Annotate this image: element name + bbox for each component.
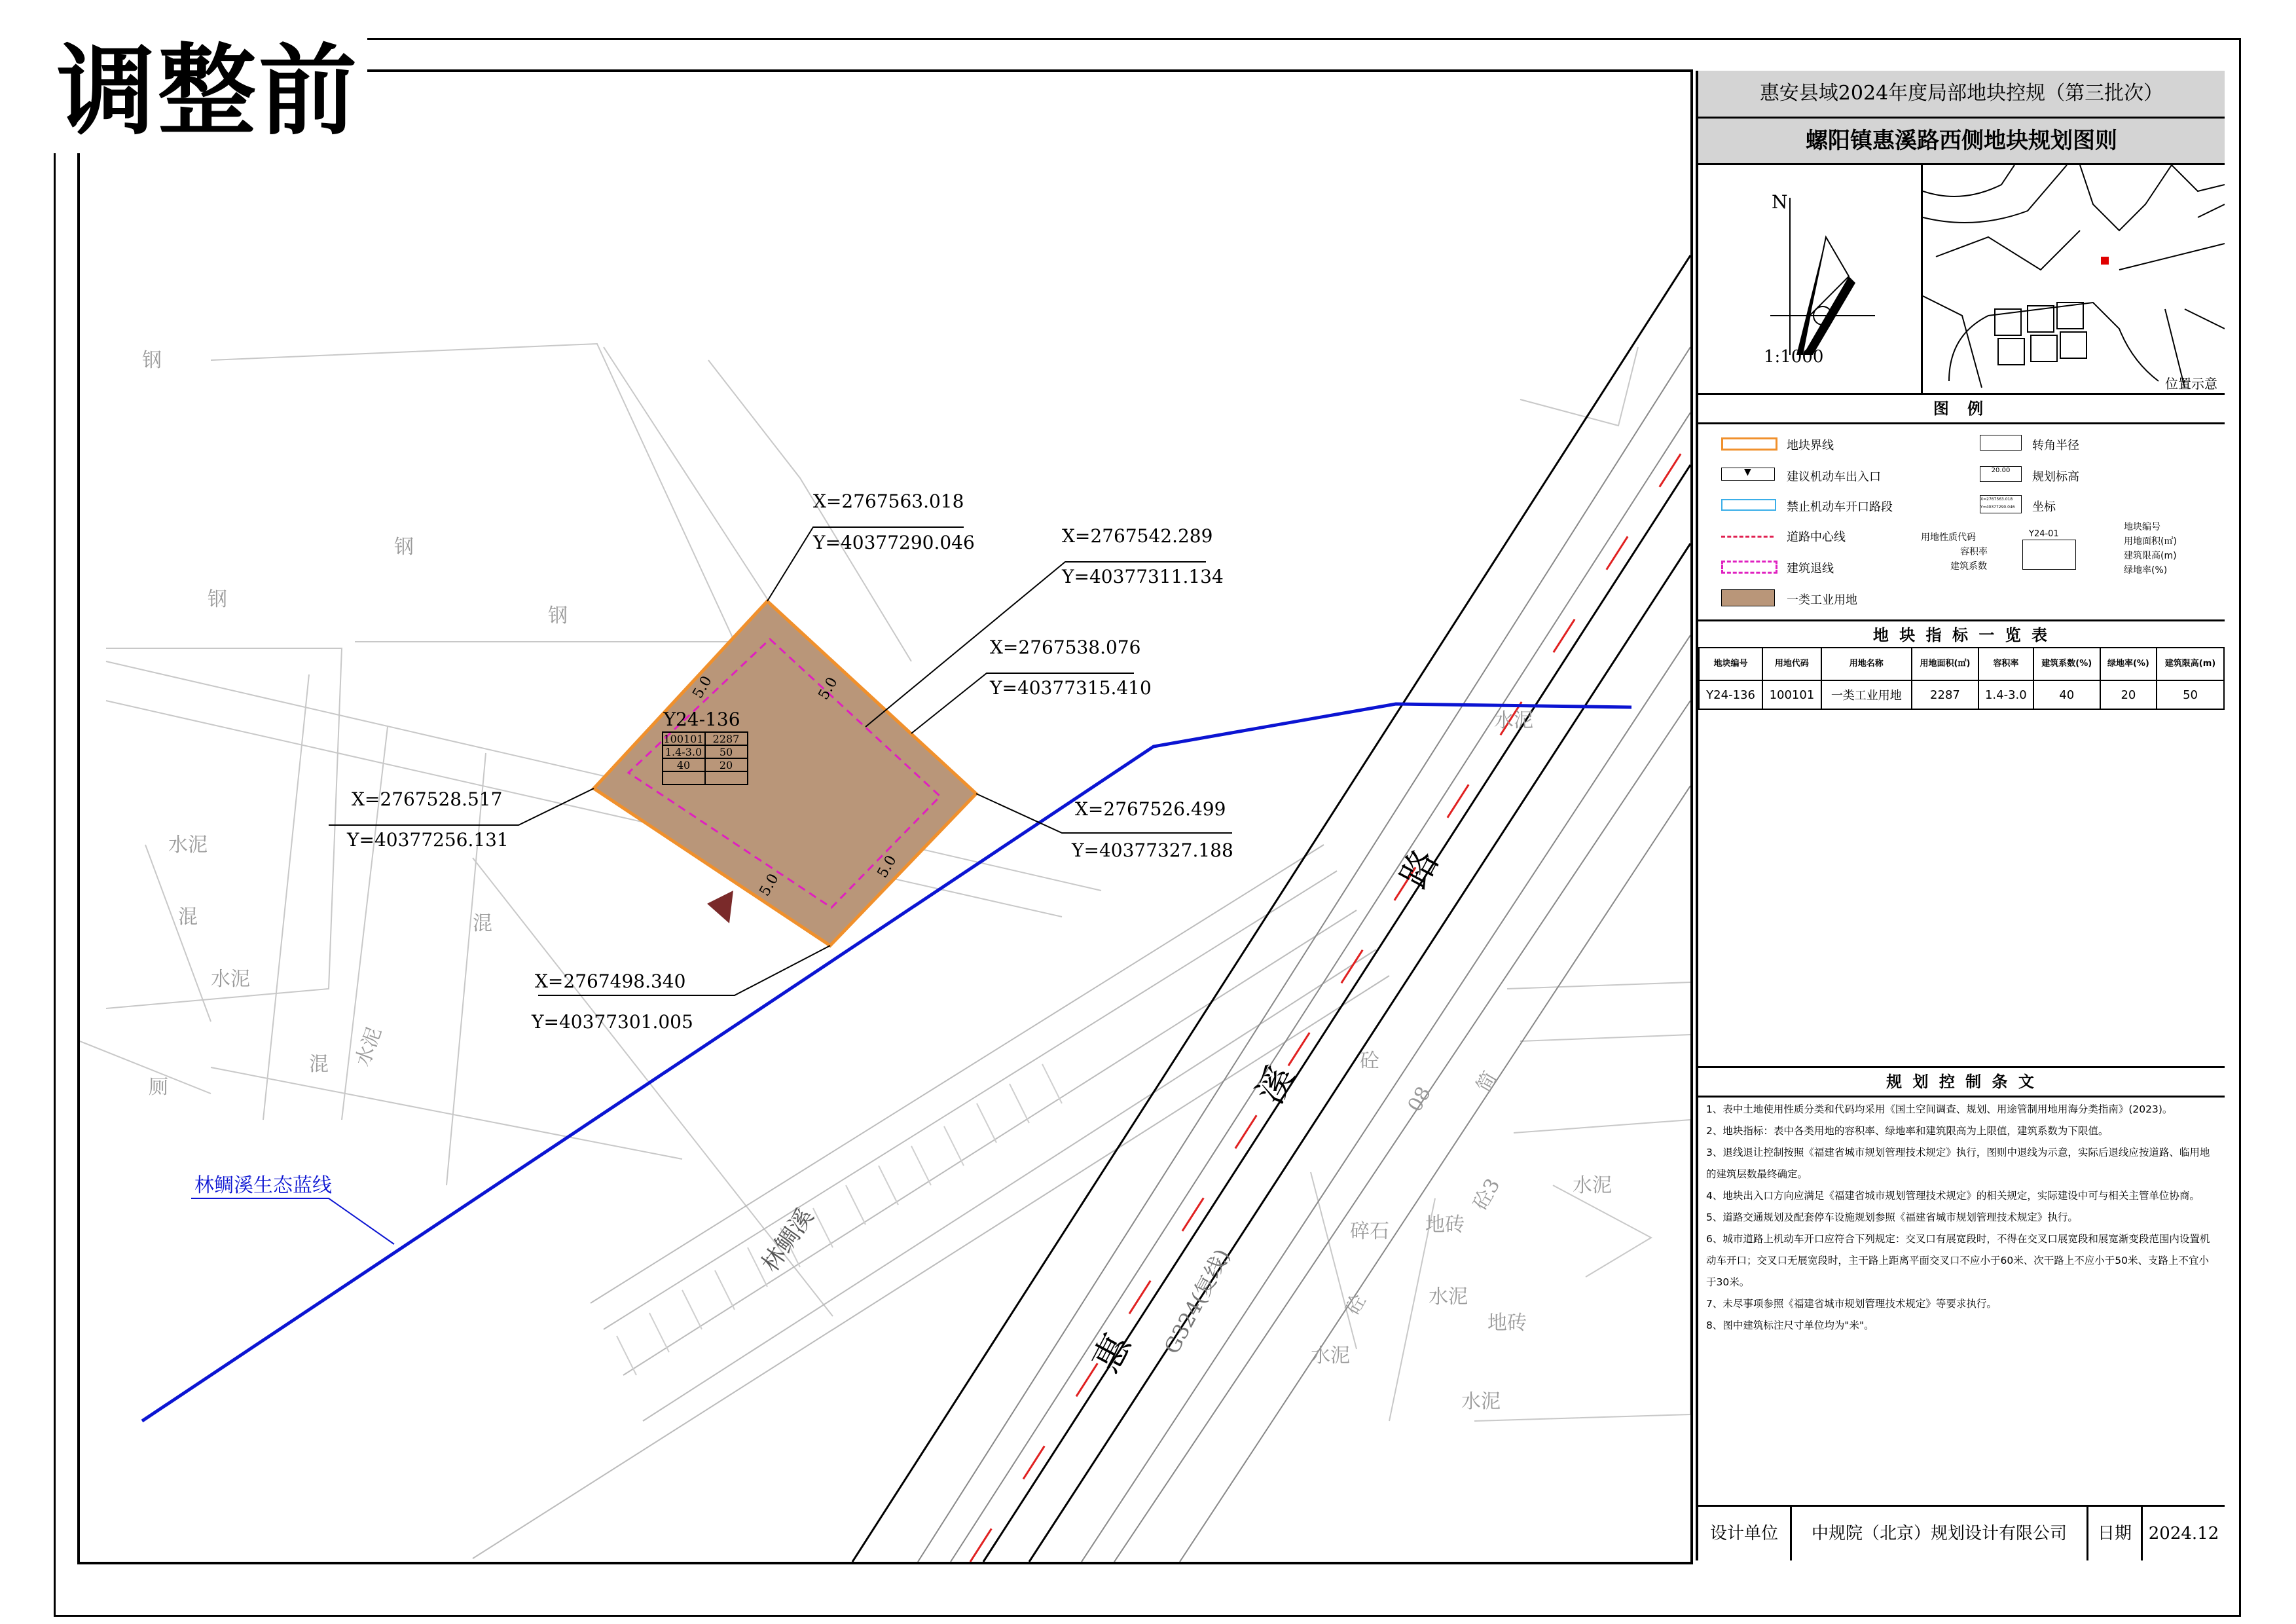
table-cell: 2287 — [1912, 680, 1978, 709]
setback-dim-4: 5.0 — [874, 853, 900, 881]
panel-header-project: 惠安县域2024年度局部地块控规（第三批次） — [1698, 71, 2225, 119]
coord-2-x: X=2767542.289 — [1062, 525, 1213, 547]
legend-label-entrance: 建议机动车出入口 — [1787, 470, 1881, 484]
index-table — [1698, 647, 2225, 710]
setback-dim-3: 5.0 — [756, 871, 782, 899]
legend-coord-y: Y=40377290.046 — [1980, 505, 2015, 509]
legend-label-corner: 转角半径 — [2032, 439, 2079, 452]
terrain-label: 钢 — [208, 588, 227, 611]
legend-swatch-setback — [1721, 561, 1777, 574]
terrain-label: 水泥 — [1429, 1285, 1468, 1308]
rule-item: 8、图中建筑标注尺寸单位均为"米"。 — [1706, 1320, 1874, 1331]
footer-date: 2024.12 — [2148, 1524, 2219, 1543]
rule-item: 2、地块指标：表中各类用地的容积率、绿地率和建筑限高为上限值，建筑系数为下限值。 — [1706, 1125, 2109, 1137]
legend-title: 图 例 — [1698, 393, 2225, 424]
coord-3-x: X=2767538.076 — [990, 637, 1141, 658]
coord-1-y: Y=40377290.046 — [813, 532, 975, 553]
terrain-label: 混 — [473, 912, 492, 935]
terrain-label: 水泥 — [351, 1024, 387, 1069]
terrain-label: 地砖 — [1487, 1312, 1527, 1335]
coord-1-x: X=2767563.018 — [813, 490, 964, 512]
coord-5-y: Y=40377327.188 — [1072, 840, 1233, 861]
terrain-label: 混 — [178, 906, 198, 929]
index-header: 用地代码 — [1762, 648, 1821, 680]
legend-swatch-industrial — [1721, 589, 1775, 606]
terrain-label: 碎石 — [1350, 1220, 1389, 1243]
coord-6-y: Y=40377301.005 — [532, 1011, 693, 1033]
index-header: 建筑限高(m) — [2157, 648, 2224, 680]
legend-label-coord: 坐标 — [2032, 500, 2056, 514]
legend-elev-sample: 20.00 — [1991, 467, 2011, 474]
legend-swatch-no-opening — [1721, 499, 1776, 511]
legend-key-building-coef: 建筑系数 — [1950, 561, 1987, 572]
blue-line-label: 林鲷溪生态蓝线 — [194, 1174, 332, 1197]
legend-swatch-coord — [1980, 495, 2022, 513]
legend-swatch-entrance: ▼ — [1721, 468, 1775, 481]
table-cell: Y24-136 — [1699, 680, 1762, 709]
terrain-label: 水泥 — [1494, 709, 1533, 732]
rule-item: 1、表中土地使用性质分类和代码均采用《国土空间调查、规划、用途管制用地用海分类指南》(2023)。 — [1706, 1103, 2173, 1115]
terrain-label: 厕 — [149, 1076, 168, 1099]
index-header: 绿地率(%) — [2100, 648, 2157, 680]
index-table-title: 地 块 指 标 一 览 表 — [1698, 619, 2225, 651]
panel-footer — [1698, 1505, 2225, 1560]
terrain-label: 钢 — [394, 536, 414, 559]
index-header: 用地名称 — [1821, 648, 1912, 680]
legend-key-height: 建筑限高(m) — [2124, 551, 2177, 561]
road-name-char-1: 惠 — [1084, 1327, 1140, 1380]
terrain-label: 砼 — [1341, 1290, 1371, 1319]
north-scale-box — [1698, 165, 1923, 393]
legend-label-setback: 建筑退线 — [1787, 562, 1834, 576]
coord-4-x: X=2767528.517 — [352, 788, 503, 810]
terrain-label: 简 — [1472, 1067, 1502, 1096]
index-header: 容积率 — [1978, 648, 2033, 680]
parcel-area: 2287 — [712, 733, 740, 745]
table-row — [1699, 680, 2224, 709]
stamp-title: 调整前 — [49, 12, 367, 153]
footer-designer: 中规院（北京）规划设计有限公司 — [1792, 1507, 2088, 1560]
road-name-char-3: 路 — [1392, 842, 1448, 895]
legend-key-landuse: 用地性质代码 — [1921, 532, 1976, 543]
panel-header-title: 螺阳镇惠溪路西侧地块规划图则 — [1698, 119, 2225, 165]
index-header: 用地面积(㎡) — [1912, 648, 1978, 680]
table-cell: 40 — [2033, 680, 2100, 709]
north-label: N — [1772, 191, 1788, 213]
index-header: 地块编号 — [1699, 648, 1762, 680]
legend-key-plot-ratio: 容积率 — [1960, 547, 1988, 557]
scale-label: 1:1000 — [1764, 347, 1824, 367]
inner-frame — [77, 69, 1693, 1564]
river-ramp-hatch — [617, 1064, 1062, 1375]
road-center-line — [970, 439, 1690, 1562]
coord-4-y: Y=40377256.131 — [347, 829, 509, 851]
terrain-label: 水泥 — [1573, 1174, 1612, 1197]
coord-2-y: Y=40377311.134 — [1062, 566, 1224, 587]
parcel-plot-ratio: 1.4-3.0 — [665, 746, 702, 758]
terrain-label: 水泥 — [211, 968, 250, 991]
legend-label-elevation: 规划标高 — [2032, 470, 2079, 484]
rules-list — [1706, 1099, 2217, 1337]
legend-key-table — [2022, 540, 2076, 570]
rule-item: 4、地块出入口方向应满足《福建省城市规划管理技术规定》的相关规定，实际建设中可与相关主管单位协商。 — [1706, 1190, 2200, 1202]
legend-key-plot-no: 地块编号 — [2124, 522, 2160, 532]
legend-swatch-centerline — [1721, 536, 1774, 538]
legend-label-boundary: 地块界线 — [1787, 439, 1834, 452]
terrain-label: 水泥 — [168, 834, 208, 857]
table-cell: 20 — [2100, 680, 2157, 709]
river-label: 林鲷溪 — [756, 1204, 820, 1278]
table-cell: 一类工业用地 — [1821, 680, 1912, 709]
location-marker — [2101, 257, 2109, 265]
terrain-label: 08 — [1403, 1082, 1436, 1116]
index-table-header — [1699, 648, 2224, 680]
parcel-building-coef: 40 — [676, 759, 691, 771]
parcel-id: Y24-136 — [663, 709, 740, 730]
terrain-label: 水泥 — [1311, 1344, 1350, 1367]
setback-dim-2: 5.0 — [815, 674, 841, 703]
terrain-label: 砼3 — [1468, 1174, 1505, 1214]
info-panel — [1696, 71, 2225, 1560]
coord-5-x: X=2767526.499 — [1075, 798, 1226, 820]
location-map — [1923, 165, 2225, 393]
rule-item: 6、城市道路上机动车开口应符合下列规定：交叉口有展宽段时，不得在交叉口展宽段和展宽渐变段范围内设置机动车开口；交叉口无展宽段时，主干路上距离平面交叉口不应小于60米、次干路上不应小于50米、支路上不宜小于30米。 — [1706, 1233, 2210, 1288]
legend-label-industrial: 一类工业用地 — [1787, 593, 1857, 607]
location-caption: 位置示意 — [2165, 376, 2217, 392]
coord-6-x: X=2767498.340 — [535, 970, 686, 992]
terrain-label: 混 — [309, 1053, 329, 1076]
parcel-height: 50 — [719, 746, 733, 758]
legend-key-sample-id: Y24-01 — [2029, 529, 2059, 539]
north-arrow-icon — [1698, 165, 1921, 375]
footer-date-label: 日期 — [2088, 1507, 2143, 1560]
legend-key-area: 用地面积(㎡) — [2124, 536, 2177, 547]
terrain-label: 水泥 — [1461, 1390, 1501, 1413]
legend-coord-x: X=2767563.018 — [1980, 497, 2013, 502]
parcel-code: 100101 — [663, 733, 704, 745]
table-cell: 100101 — [1762, 680, 1821, 709]
coord-3-y: Y=40377315.410 — [990, 677, 1152, 699]
footer-designer-label: 设计单位 — [1698, 1507, 1792, 1560]
blue-line-label-leader — [191, 1198, 394, 1244]
legend-swatch-boundary — [1721, 437, 1777, 451]
planning-map — [80, 72, 1690, 1562]
table-cell: 50 — [2157, 680, 2224, 709]
table-cell: 1.4-3.0 — [1978, 680, 2033, 709]
road-name-char-2: 溪 — [1248, 1058, 1303, 1111]
legend-swatch-elevation — [1980, 466, 2022, 482]
parcel-green: 20 — [719, 759, 733, 771]
legend-key-green: 绿地率(%) — [2124, 565, 2168, 576]
legend-label-no-opening: 禁止机动车开口路段 — [1787, 500, 1893, 514]
legend-swatch-corner — [1980, 435, 2022, 451]
terrain-label: 地砖 — [1425, 1213, 1465, 1236]
rule-item: 7、未尽事项参照《福建省城市规划管理技术规定》等要求执行。 — [1706, 1298, 1997, 1310]
terrain-label: 砼 — [1360, 1050, 1379, 1073]
rules-title: 规 划 控 制 条 文 — [1698, 1066, 2225, 1098]
legend-box — [1698, 424, 2225, 644]
vehicle-entrance-icon — [707, 891, 733, 923]
rule-item: 3、退线退让控制按照《福建省城市规划管理技术规定》执行，图则中退线为示意，实际后退线应按道路、临用地的建筑层数最终确定。 — [1706, 1147, 2210, 1180]
road-hui-xi — [852, 255, 1690, 1562]
terrain-label: 钢 — [548, 604, 568, 627]
setback-dim-1: 5.0 — [689, 673, 716, 701]
rule-item: 5、道路交通规划及配套停车设施规划参照《福建省城市规划管理技术规定》执行。 — [1706, 1211, 2078, 1223]
terrain-label: 钢 — [142, 349, 162, 372]
road-g324-label: G324(复线) — [1159, 1244, 1235, 1358]
legend-label-centerline: 道路中心线 — [1787, 530, 1846, 544]
index-header: 建筑系数(%) — [2033, 648, 2100, 680]
